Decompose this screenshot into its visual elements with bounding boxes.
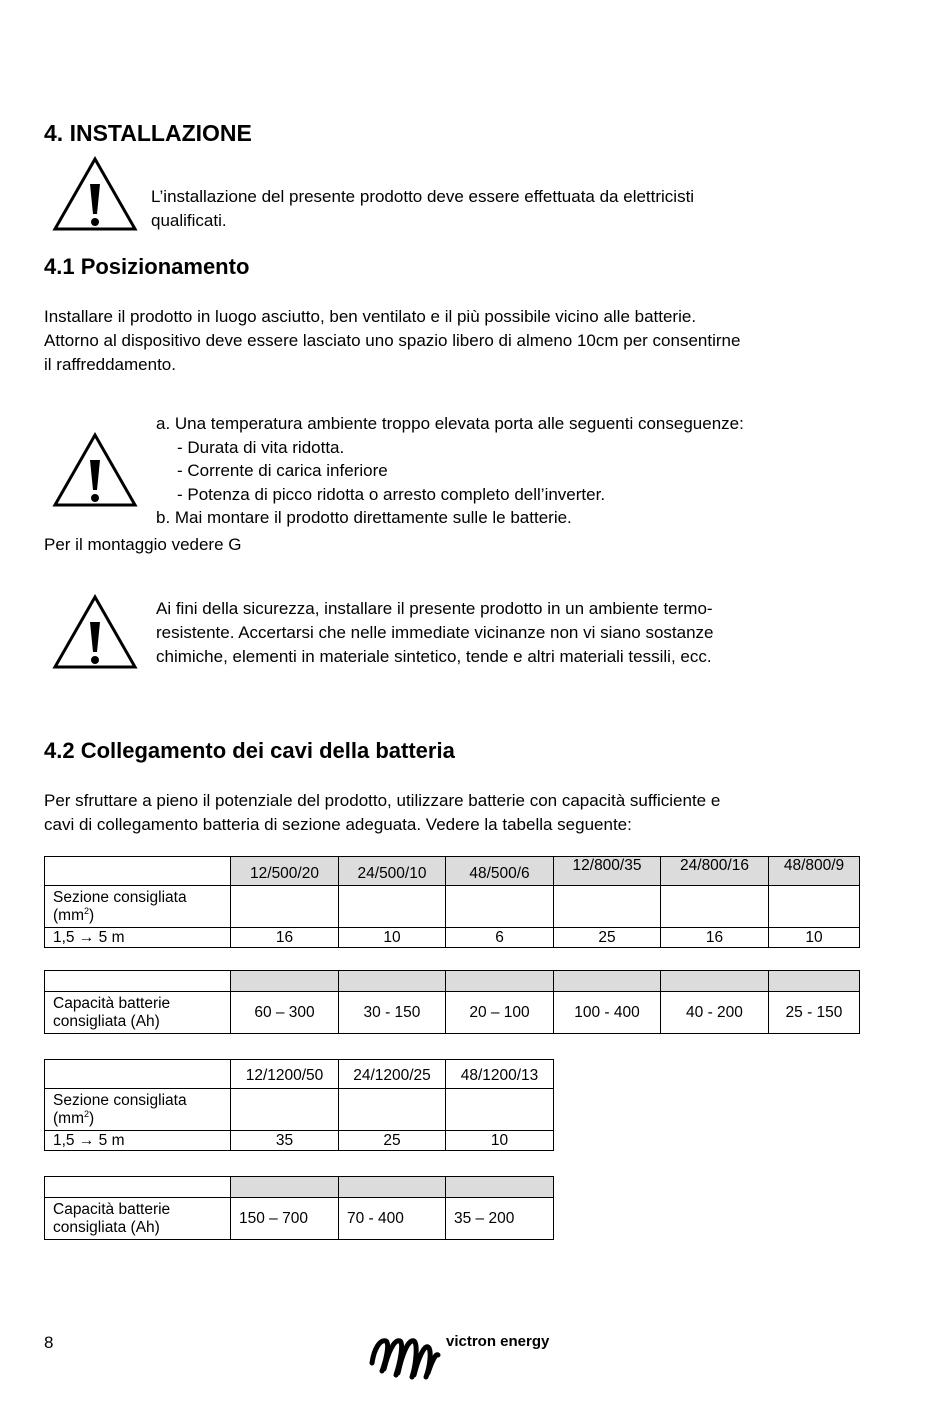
warning-subitem: - Corrente di carica inferiore <box>177 461 388 480</box>
table-cell: 40 - 200 <box>661 992 769 1034</box>
battery-cables-paragraph: Per sfruttare a pieno il potenziale del prodotto, utilizzare batterie con capacità sufficiente e cavi di collegamento batteria di sezione adeguata. Vedere la tabella seguente: <box>44 791 721 834</box>
positioning-paragraph: Installare il prodotto in luogo asciutto, ben ventilato e il più possibile vicino alle batterie. Attorno al dispositivo deve essere lasciato uno spazio libero di almeno 10cm per consentirne il raffreddamento. <box>44 307 741 374</box>
battery-capacity-table-1200 <box>44 1176 554 1240</box>
table-row <box>45 928 860 948</box>
subsection-title-positioning: 4.1 Posizionamento <box>44 254 250 279</box>
table-header-row <box>45 1177 554 1198</box>
table-cell: 100 - 400 <box>554 992 661 1034</box>
section-label-cell: Sezione consigliata $(mm^2)$ <box>45 886 231 928</box>
table-row <box>45 886 860 928</box>
capacity-label-cell: Capacità batterie consigliata (Ah) <box>45 992 231 1034</box>
table-cell: 150 – 700 <box>231 1198 339 1240</box>
model-header: 12/800/35 <box>554 857 661 886</box>
length-label: 1,5 → 5 m <box>45 1131 231 1151</box>
table-cell: 20 – 100 <box>446 992 554 1034</box>
warning-triangle-icon <box>52 156 138 232</box>
warning-text-qualified: L’installazione del presente prodotto deve essere effettuata da elettricisti qualificati. <box>151 187 695 230</box>
table-cell: 25 <box>554 928 661 948</box>
section-title: 4. INSTALLAZIONE <box>44 120 252 146</box>
model-header: 24/800/16 <box>661 857 769 886</box>
mounting-note: Per il montaggio vedere G <box>44 535 242 554</box>
table-cell: 10 <box>769 928 860 948</box>
table-cell: 10 <box>339 928 446 948</box>
model-header: 48/800/9 <box>769 857 860 886</box>
victron-logo-icon <box>366 1333 442 1383</box>
model-header: 24/1200/25 <box>339 1060 446 1089</box>
section-label-cell: Sezione consigliata $(mm^2)$ <box>45 1089 231 1131</box>
battery-capacity-table-500-800 <box>44 970 860 1034</box>
cable-section-table-1200 <box>44 1059 554 1151</box>
warning-subitem: - Potenza di picco ridotta o arresto completo dell’inverter. <box>177 484 606 504</box>
warning-subitem: - Durata di vita ridotta. <box>177 437 345 457</box>
model-header: 48/1200/13 <box>446 1060 554 1089</box>
table-cell: 35 <box>231 1131 339 1151</box>
warning-triangle-icon <box>52 432 138 508</box>
table-cell: 25 - 150 <box>769 992 860 1034</box>
table-cell: 6 <box>446 928 554 948</box>
table-cell: 10 <box>446 1131 554 1151</box>
table-cell: 60 – 300 <box>231 992 339 1034</box>
table-header-row <box>45 857 860 886</box>
table-header-row <box>45 971 860 992</box>
cable-section-table-500-800 <box>44 856 860 948</box>
model-header: 24/500/10 <box>339 857 446 886</box>
page-number: 8 <box>44 1333 54 1352</box>
model-header: 48/500/6 <box>446 857 554 886</box>
warning-item-a: a. Una temperatura ambiente troppo elevata porta alle seguenti conseguenze: <box>156 414 744 433</box>
table-row <box>45 1089 554 1131</box>
model-header: 12/1200/50 <box>231 1060 339 1089</box>
table-cell: 16 <box>661 928 769 948</box>
table-row <box>45 1131 554 1151</box>
brand-name: victron energy <box>446 1333 550 1350</box>
table-cell: 25 <box>339 1131 446 1151</box>
table-row <box>45 1198 554 1240</box>
subsection-title-battery-cables: 4.2 Collegamento dei cavi della batteria <box>44 738 455 763</box>
table-header-row <box>45 1060 554 1089</box>
table-cell: 35 – 200 <box>446 1198 554 1240</box>
table-cell: 30 - 150 <box>339 992 446 1034</box>
table-cell: 16 <box>231 928 339 948</box>
safety-warning-text: Ai fini della sicurezza, installare il presente prodotto in un ambiente termo- resistente. Accertarsi che nelle immediate vicinanze non vi siano sostanze chimiche, elementi in materiale sintetico, tende e altri materiali tessili, ecc. <box>156 599 714 666</box>
temperature-warning-list <box>156 412 916 530</box>
model-header: 12/500/20 <box>231 857 339 886</box>
table-row <box>45 992 860 1034</box>
capacity-label-cell: Capacità batterie consigliata (Ah) <box>45 1198 231 1240</box>
warning-item-b: b. Mai montare il prodotto direttamente sulle le batterie. <box>156 508 572 527</box>
warning-triangle-icon <box>52 594 138 670</box>
table-cell: 70 - 400 <box>339 1198 446 1240</box>
length-label: 1,5 → 5 m <box>45 928 231 948</box>
